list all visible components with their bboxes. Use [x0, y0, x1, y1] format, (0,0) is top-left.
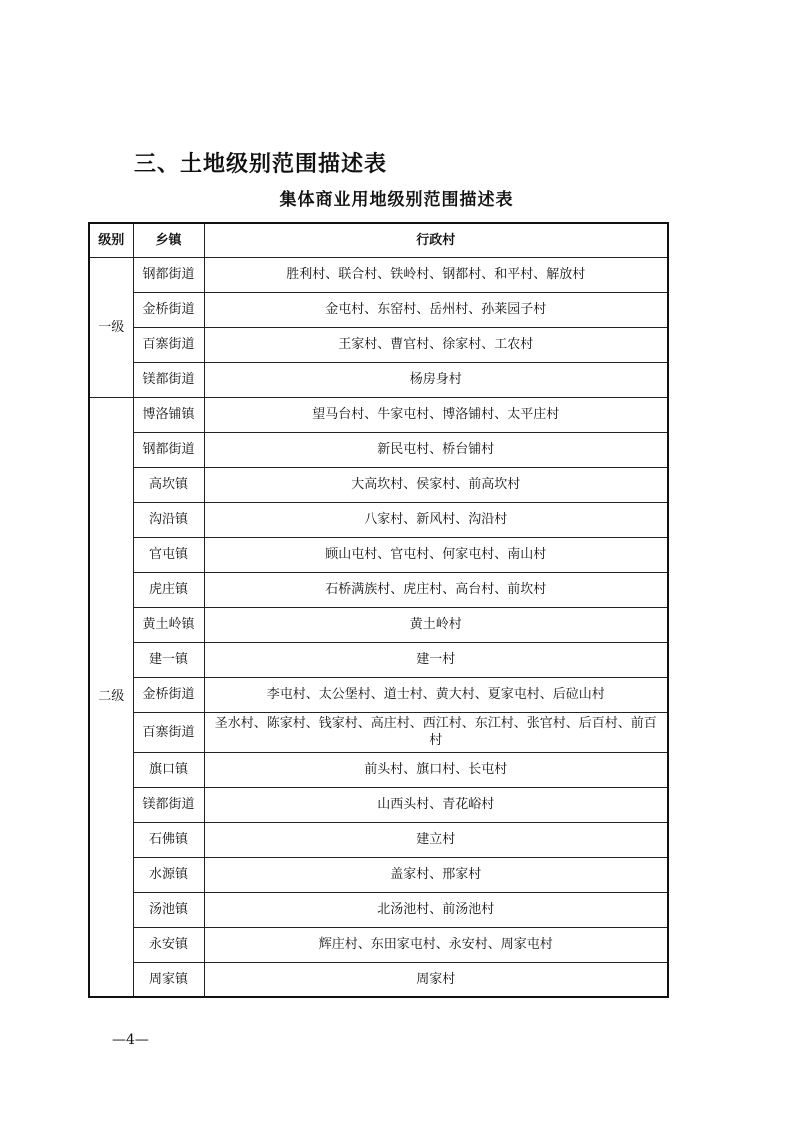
- table-row: [89, 712, 668, 752]
- town-cell: 官屯镇: [133, 537, 204, 572]
- village-cell: 杨房身村: [204, 362, 668, 397]
- village-cell: 黄土岭村: [204, 607, 668, 642]
- table-row: [89, 752, 668, 787]
- town-cell: 百寨街道: [133, 327, 204, 362]
- table-row: [89, 892, 668, 927]
- village-cell: 李屯村、太公堡村、道士村、黄大村、夏家屯村、后砬山村: [204, 677, 668, 712]
- village-cell: 八家村、新风村、沟沿村: [204, 502, 668, 537]
- column-header-town: 乡镇: [133, 223, 204, 257]
- column-header-level: 级别: [89, 223, 133, 257]
- table-row: [89, 787, 668, 822]
- column-header-village: 行政村: [204, 223, 668, 257]
- town-cell: 永安镇: [133, 927, 204, 962]
- village-cell: 建立村: [204, 822, 668, 857]
- table-row: [89, 572, 668, 607]
- village-cell: 胜利村、联合村、铁岭村、钢都村、和平村、解放村: [204, 257, 668, 292]
- table-row: [89, 257, 668, 292]
- section-heading: 三、土地级别范围描述表: [134, 152, 388, 177]
- table-row: [89, 642, 668, 677]
- town-cell: 黄土岭镇: [133, 607, 204, 642]
- village-cell: 建一村: [204, 642, 668, 677]
- table-row: [89, 292, 668, 327]
- town-cell: 石佛镇: [133, 822, 204, 857]
- table-row: [89, 362, 668, 397]
- town-cell: 沟沿镇: [133, 502, 204, 537]
- town-cell: 金桥街道: [133, 292, 204, 327]
- village-cell: 盖家村、邢家村: [204, 857, 668, 892]
- level-cell-2: 二级: [89, 397, 133, 997]
- table-row: [89, 857, 668, 892]
- town-cell: 百寨街道: [133, 712, 204, 752]
- table-row: [89, 962, 668, 997]
- town-cell: 博洛铺镇: [133, 397, 204, 432]
- table-row: [89, 432, 668, 467]
- village-cell: 周家村: [204, 962, 668, 997]
- town-cell: 汤池镇: [133, 892, 204, 927]
- town-cell: 建一镇: [133, 642, 204, 677]
- town-cell: 周家镇: [133, 962, 204, 997]
- village-cell: 大高坎村、侯家村、前高坎村: [204, 467, 668, 502]
- table-row: [89, 537, 668, 572]
- village-cell: 北汤池村、前汤池村: [204, 892, 668, 927]
- table-row: [89, 502, 668, 537]
- village-cell: 山西头村、青花峪村: [204, 787, 668, 822]
- village-cell: 圣水村、陈家村、钱家村、高庄村、西江村、东江村、张官村、后百村、前百村: [204, 712, 668, 752]
- table-row: [89, 927, 668, 962]
- table-header-row: [89, 223, 668, 257]
- town-cell: 高坎镇: [133, 467, 204, 502]
- town-cell: 金桥街道: [133, 677, 204, 712]
- level-cell-1: 一级: [89, 257, 133, 397]
- village-cell: 金屯村、东窑村、岳州村、孙莱园子村: [204, 292, 668, 327]
- village-cell: 前头村、旗口村、长屯村: [204, 752, 668, 787]
- town-cell: 钢都街道: [133, 257, 204, 292]
- town-cell: 虎庄镇: [133, 572, 204, 607]
- table-title: 集体商业用地级别范围描述表: [279, 190, 514, 210]
- table-row: [89, 677, 668, 712]
- table-row: [89, 822, 668, 857]
- village-cell: 望马台村、牛家屯村、博洛铺村、太平庄村: [204, 397, 668, 432]
- table-row: [89, 607, 668, 642]
- page-number: —4—: [112, 1032, 149, 1048]
- table-row: [89, 397, 668, 432]
- town-cell: 钢都街道: [133, 432, 204, 467]
- table-row: [89, 327, 668, 362]
- village-cell: 石桥满族村、虎庄村、高台村、前坎村: [204, 572, 668, 607]
- town-cell: 水源镇: [133, 857, 204, 892]
- village-cell: 辉庄村、东田家屯村、永安村、周家屯村: [204, 927, 668, 962]
- town-cell: 旗口镇: [133, 752, 204, 787]
- village-cell: 顾山屯村、官屯村、何家屯村、南山村: [204, 537, 668, 572]
- village-cell: 新民屯村、桥台铺村: [204, 432, 668, 467]
- village-cell: 王家村、曹官村、徐家村、工农村: [204, 327, 668, 362]
- town-cell: 镁都街道: [133, 787, 204, 822]
- land-level-table: [88, 222, 669, 998]
- table-row: [89, 467, 668, 502]
- town-cell: 镁都街道: [133, 362, 204, 397]
